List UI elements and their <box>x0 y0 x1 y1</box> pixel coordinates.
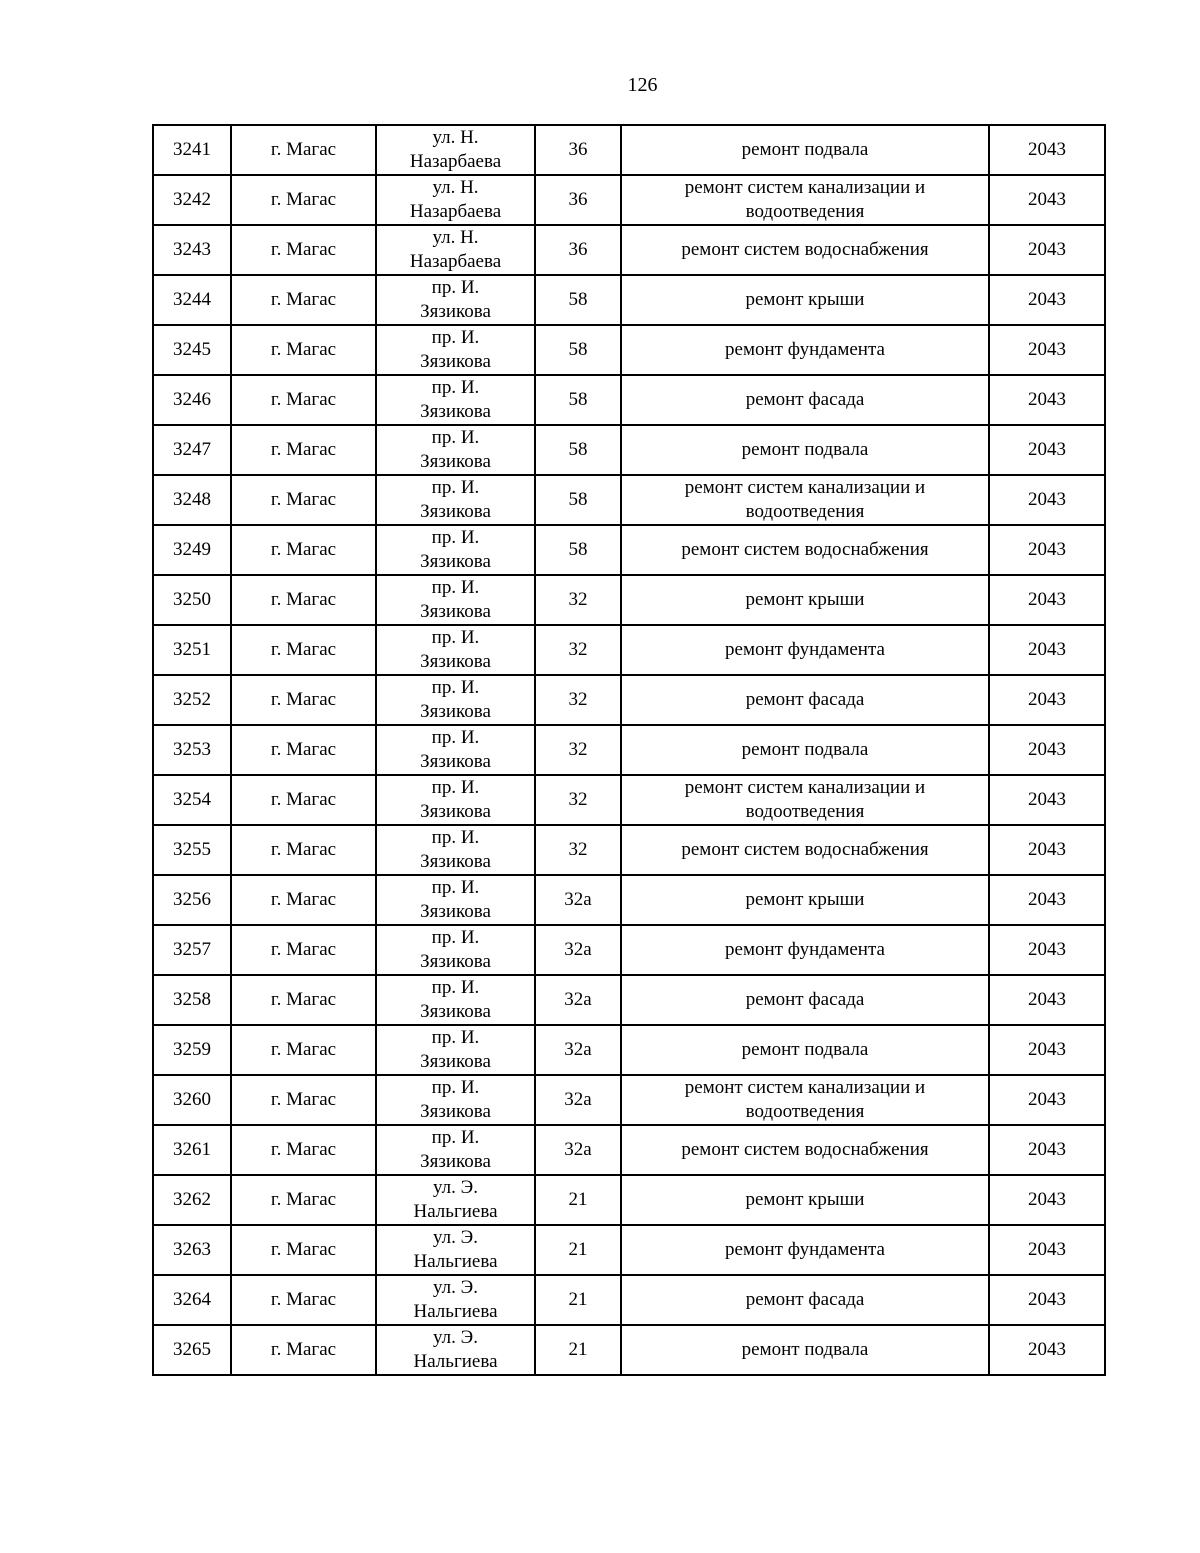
house-number-cell: 32а <box>535 875 621 925</box>
city-cell: г. Магас <box>231 175 376 225</box>
year-cell: 2043 <box>989 1125 1105 1175</box>
table-row <box>153 525 1105 575</box>
house-number-cell: 32 <box>535 575 621 625</box>
work-type-cell: ремонт фундамента <box>621 325 989 375</box>
table-row <box>153 175 1105 225</box>
table-row <box>153 375 1105 425</box>
city-cell: г. Магас <box>231 975 376 1025</box>
table-row <box>153 725 1105 775</box>
house-number-cell: 21 <box>535 1175 621 1225</box>
year-cell: 2043 <box>989 975 1105 1025</box>
table-row <box>153 275 1105 325</box>
work-type-cell: ремонт фундамента <box>621 925 989 975</box>
work-type-cell: ремонт систем канализации и водоотведения <box>621 175 989 225</box>
row-number-cell: 3255 <box>153 825 231 875</box>
house-number-cell: 21 <box>535 1325 621 1375</box>
house-number-cell: 32а <box>535 1025 621 1075</box>
city-cell: г. Магас <box>231 825 376 875</box>
row-number-cell: 3246 <box>153 375 231 425</box>
repair-schedule-table <box>152 124 1106 1376</box>
work-type-cell: ремонт крыши <box>621 575 989 625</box>
table-row <box>153 1025 1105 1075</box>
work-type-cell: ремонт фасада <box>621 375 989 425</box>
work-type-cell: ремонт фундамента <box>621 1225 989 1275</box>
row-number-cell: 3250 <box>153 575 231 625</box>
row-number-cell: 3264 <box>153 1275 231 1325</box>
row-number-cell: 3249 <box>153 525 231 575</box>
house-number-cell: 58 <box>535 475 621 525</box>
street-cell: пр. И. Зязикова <box>376 925 535 975</box>
city-cell: г. Магас <box>231 675 376 725</box>
table-row <box>153 475 1105 525</box>
street-cell: пр. И. Зязикова <box>376 975 535 1025</box>
city-cell: г. Магас <box>231 525 376 575</box>
street-cell: пр. И. Зязикова <box>376 625 535 675</box>
row-number-cell: 3259 <box>153 1025 231 1075</box>
street-cell: пр. И. Зязикова <box>376 1125 535 1175</box>
street-cell: ул. Н. Назарбаева <box>376 175 535 225</box>
year-cell: 2043 <box>989 1225 1105 1275</box>
year-cell: 2043 <box>989 625 1105 675</box>
table-row <box>153 575 1105 625</box>
row-number-cell: 3253 <box>153 725 231 775</box>
work-type-cell: ремонт подвала <box>621 125 989 175</box>
work-type-cell: ремонт крыши <box>621 875 989 925</box>
city-cell: г. Магас <box>231 625 376 675</box>
row-number-cell: 3256 <box>153 875 231 925</box>
table-row <box>153 1225 1105 1275</box>
work-type-cell: ремонт систем канализации и водоотведения <box>621 1075 989 1125</box>
work-type-cell: ремонт систем водоснабжения <box>621 225 989 275</box>
house-number-cell: 32а <box>535 1125 621 1175</box>
table-row <box>153 425 1105 475</box>
city-cell: г. Магас <box>231 225 376 275</box>
year-cell: 2043 <box>989 1075 1105 1125</box>
row-number-cell: 3245 <box>153 325 231 375</box>
house-number-cell: 32 <box>535 775 621 825</box>
year-cell: 2043 <box>989 425 1105 475</box>
row-number-cell: 3248 <box>153 475 231 525</box>
year-cell: 2043 <box>989 1025 1105 1075</box>
city-cell: г. Магас <box>231 325 376 375</box>
work-type-cell: ремонт крыши <box>621 1175 989 1225</box>
street-cell: пр. И. Зязикова <box>376 475 535 525</box>
table-row <box>153 125 1105 175</box>
house-number-cell: 32 <box>535 675 621 725</box>
street-cell: ул. Э. Нальгиева <box>376 1275 535 1325</box>
city-cell: г. Магас <box>231 1175 376 1225</box>
street-cell: пр. И. Зязикова <box>376 775 535 825</box>
city-cell: г. Магас <box>231 475 376 525</box>
table-row <box>153 1175 1105 1225</box>
table-row <box>153 1325 1105 1375</box>
house-number-cell: 36 <box>535 125 621 175</box>
street-cell: ул. Э. Нальгиева <box>376 1325 535 1375</box>
work-type-cell: ремонт систем водоснабжения <box>621 825 989 875</box>
table-row <box>153 1125 1105 1175</box>
city-cell: г. Магас <box>231 575 376 625</box>
year-cell: 2043 <box>989 175 1105 225</box>
row-number-cell: 3243 <box>153 225 231 275</box>
street-cell: пр. И. Зязикова <box>376 1075 535 1125</box>
house-number-cell: 58 <box>535 425 621 475</box>
city-cell: г. Магас <box>231 1025 376 1075</box>
work-type-cell: ремонт фундамента <box>621 625 989 675</box>
row-number-cell: 3242 <box>153 175 231 225</box>
table-row <box>153 1075 1105 1125</box>
street-cell: пр. И. Зязикова <box>376 725 535 775</box>
year-cell: 2043 <box>989 1275 1105 1325</box>
street-cell: пр. И. Зязикова <box>376 425 535 475</box>
table-row <box>153 975 1105 1025</box>
house-number-cell: 32а <box>535 1075 621 1125</box>
street-cell: пр. И. Зязикова <box>376 675 535 725</box>
year-cell: 2043 <box>989 225 1105 275</box>
year-cell: 2043 <box>989 475 1105 525</box>
table-row <box>153 675 1105 725</box>
city-cell: г. Магас <box>231 725 376 775</box>
table-body <box>153 125 1105 1375</box>
work-type-cell: ремонт подвала <box>621 725 989 775</box>
year-cell: 2043 <box>989 525 1105 575</box>
street-cell: ул. Н. Назарбаева <box>376 125 535 175</box>
house-number-cell: 32 <box>535 625 621 675</box>
city-cell: г. Магас <box>231 875 376 925</box>
row-number-cell: 3263 <box>153 1225 231 1275</box>
work-type-cell: ремонт подвала <box>621 425 989 475</box>
street-cell: пр. И. Зязикова <box>376 825 535 875</box>
work-type-cell: ремонт систем водоснабжения <box>621 1125 989 1175</box>
house-number-cell: 21 <box>535 1225 621 1275</box>
row-number-cell: 3257 <box>153 925 231 975</box>
table-row <box>153 875 1105 925</box>
city-cell: г. Магас <box>231 1125 376 1175</box>
row-number-cell: 3260 <box>153 1075 231 1125</box>
table-row <box>153 925 1105 975</box>
year-cell: 2043 <box>989 725 1105 775</box>
city-cell: г. Магас <box>231 925 376 975</box>
table-row <box>153 1275 1105 1325</box>
row-number-cell: 3265 <box>153 1325 231 1375</box>
street-cell: пр. И. Зязикова <box>376 525 535 575</box>
table-row <box>153 625 1105 675</box>
house-number-cell: 21 <box>535 1275 621 1325</box>
work-type-cell: ремонт фасада <box>621 975 989 1025</box>
year-cell: 2043 <box>989 375 1105 425</box>
house-number-cell: 32 <box>535 725 621 775</box>
row-number-cell: 3251 <box>153 625 231 675</box>
house-number-cell: 36 <box>535 225 621 275</box>
year-cell: 2043 <box>989 875 1105 925</box>
street-cell: пр. И. Зязикова <box>376 325 535 375</box>
city-cell: г. Магас <box>231 275 376 325</box>
row-number-cell: 3262 <box>153 1175 231 1225</box>
year-cell: 2043 <box>989 925 1105 975</box>
house-number-cell: 32 <box>535 825 621 875</box>
year-cell: 2043 <box>989 1175 1105 1225</box>
street-cell: пр. И. Зязикова <box>376 575 535 625</box>
table-row <box>153 825 1105 875</box>
row-number-cell: 3244 <box>153 275 231 325</box>
row-number-cell: 3254 <box>153 775 231 825</box>
row-number-cell: 3258 <box>153 975 231 1025</box>
year-cell: 2043 <box>989 1325 1105 1375</box>
house-number-cell: 32а <box>535 975 621 1025</box>
city-cell: г. Магас <box>231 375 376 425</box>
city-cell: г. Магас <box>231 1275 376 1325</box>
street-cell: пр. И. Зязикова <box>376 375 535 425</box>
house-number-cell: 58 <box>535 375 621 425</box>
work-type-cell: ремонт систем канализации и водоотведения <box>621 775 989 825</box>
street-cell: пр. И. Зязикова <box>376 275 535 325</box>
row-number-cell: 3252 <box>153 675 231 725</box>
city-cell: г. Магас <box>231 125 376 175</box>
street-cell: ул. Э. Нальгиева <box>376 1225 535 1275</box>
city-cell: г. Магас <box>231 1225 376 1275</box>
city-cell: г. Магас <box>231 425 376 475</box>
work-type-cell: ремонт подвала <box>621 1025 989 1075</box>
row-number-cell: 3241 <box>153 125 231 175</box>
year-cell: 2043 <box>989 125 1105 175</box>
year-cell: 2043 <box>989 325 1105 375</box>
year-cell: 2043 <box>989 575 1105 625</box>
year-cell: 2043 <box>989 275 1105 325</box>
city-cell: г. Магас <box>231 1325 376 1375</box>
work-type-cell: ремонт фасада <box>621 1275 989 1325</box>
work-type-cell: ремонт систем водоснабжения <box>621 525 989 575</box>
city-cell: г. Магас <box>231 775 376 825</box>
house-number-cell: 58 <box>535 325 621 375</box>
table-row <box>153 225 1105 275</box>
page-number: 126 <box>627 74 658 96</box>
row-number-cell: 3261 <box>153 1125 231 1175</box>
work-type-cell: ремонт крыши <box>621 275 989 325</box>
street-cell: ул. Н. Назарбаева <box>376 225 535 275</box>
street-cell: пр. И. Зязикова <box>376 1025 535 1075</box>
house-number-cell: 58 <box>535 275 621 325</box>
house-number-cell: 58 <box>535 525 621 575</box>
work-type-cell: ремонт подвала <box>621 1325 989 1375</box>
house-number-cell: 36 <box>535 175 621 225</box>
street-cell: ул. Э. Нальгиева <box>376 1175 535 1225</box>
table-row <box>153 775 1105 825</box>
row-number-cell: 3247 <box>153 425 231 475</box>
year-cell: 2043 <box>989 775 1105 825</box>
work-type-cell: ремонт систем канализации и водоотведения <box>621 475 989 525</box>
table-row <box>153 325 1105 375</box>
year-cell: 2043 <box>989 675 1105 725</box>
year-cell: 2043 <box>989 825 1105 875</box>
city-cell: г. Магас <box>231 1075 376 1125</box>
house-number-cell: 32а <box>535 925 621 975</box>
work-type-cell: ремонт фасада <box>621 675 989 725</box>
street-cell: пр. И. Зязикова <box>376 875 535 925</box>
